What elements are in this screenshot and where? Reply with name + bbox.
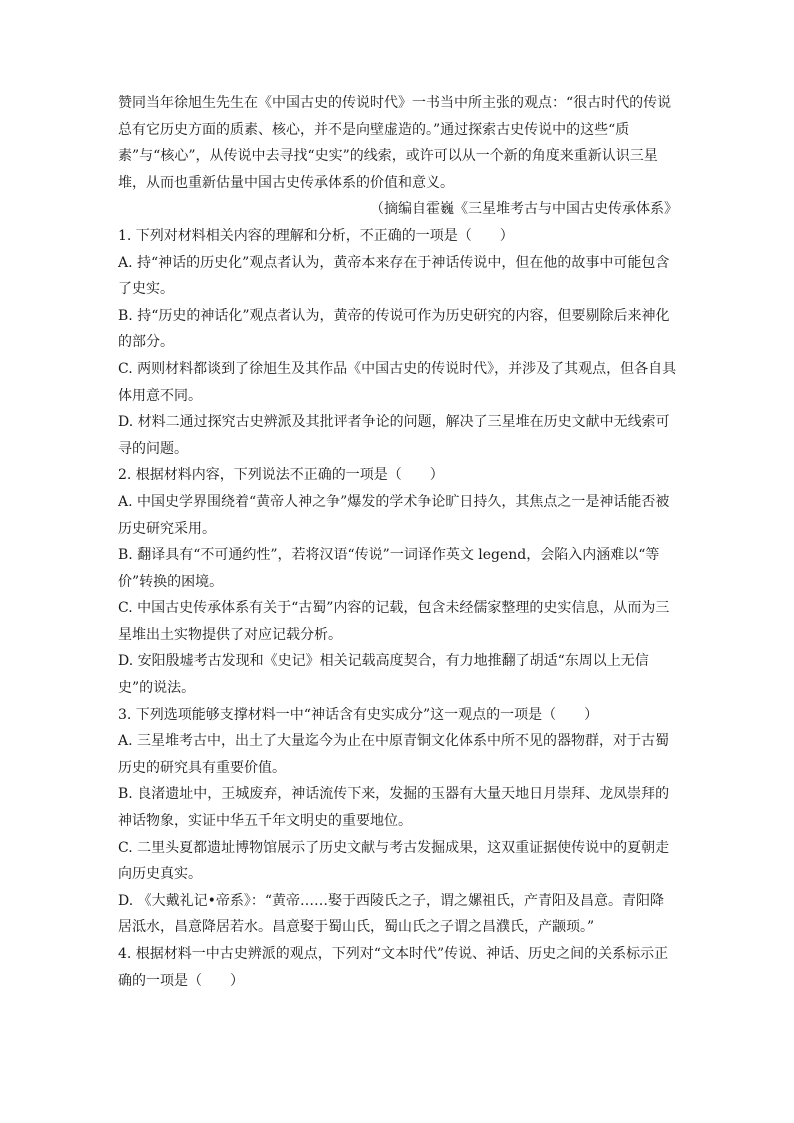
option-c: C. 二里头夏都遗址博物馆展示了历史文献与考古发掘成果，这双重证据使传说中的夏朝走向历史真实。 <box>118 839 670 883</box>
question-stem: 4. 根据材料一中古史辨派的观点，下列对“文本时代”传说、神话、历史之间的关系标示正确的一项是（ ） <box>118 946 669 989</box>
question-2 <box>118 462 678 701</box>
option-b: B. 持“历史的神话化”观点者认为，黄帝的传说可作为历史研究的内容，但要剔除后来神化的部分。 <box>118 307 670 351</box>
option-c: C. 中国古史传承体系有关于“古蜀”内容的记载，包含未经儒家整理的史实信息，从而为三星堆出土实物提供了对应记载分析。 <box>118 600 670 643</box>
option-d: D. 材料二通过探究古史辨派及其批评者争论的问题，解决了三星堆在历史文献中无线索可寻的问题。 <box>118 414 670 457</box>
option-d: D. 安阳殷墟考古发现和《史记》相关记载高度契合，有力地推翻了胡适“东周以上无信史”的说法。 <box>118 653 649 697</box>
question-stem: 3. 下列选项能够支撑材料一中“神话含有史实成分”这一观点的一项是（ ） <box>118 706 599 723</box>
option-a: A. 持“神话的历史化”观点者认为，黄帝本来存在于神话传说中，但在他的故事中可能包含了史实。 <box>118 254 670 298</box>
question-stem: 2. 根据材料内容，下列说法不正确的一项是（ ） <box>118 467 444 484</box>
question-3 <box>118 702 678 941</box>
question-stem: 1. 下列对材料相关内容的理解和分析，不正确的一项是（ ） <box>118 227 514 244</box>
option-c: C. 两则材料都谈到了徐旭生及其作品《中国古史的传说时代》，并涉及了其观点，但各自具体用意不同。 <box>118 360 677 404</box>
document-page <box>118 90 678 994</box>
question-4 <box>118 941 678 994</box>
option-a: A. 三星堆考古中，出土了大量迄今为止在中原青铜文化体系中所不见的器物群，对于古蜀历史的研究具有重要价值。 <box>118 733 670 776</box>
option-b: B. 良渚遗址中，王城废弃，神话流传下来，发掘的玉器有大量天地日月崇拜、龙凤崇拜的神话物象，实证中华五千年文明史的重要地位。 <box>118 786 670 830</box>
option-a: A. 中国史学界围绕着“黄帝人神之争”爆发的学术争论旷日持久，其焦点之一是神话能否被历史研究采用。 <box>118 493 670 537</box>
option-d: D. 《大戴礼记•帝系》：“黄帝……娶于西陵氏之子，谓之嫘祖氏，产青阳及昌意。青阳降居泜水，昌意降居若水。昌意娶于蜀山氏，蜀山氏之子谓之昌濮氏，产颛顼。” <box>118 892 665 936</box>
passage-paragraph: 赞同当年徐旭生先生在《中国古史的传说时代》一书当中所主张的观点：“很古时代的传说总有它历史方面的质素、核心，并不是向壁虚造的。”通过探索古史传说中的这些“质素”与“核心”，从传说中去寻找“史实”的线索，或许可以从一个新的角度来重新认识三星堆，从而也重新估量中国古史传承体系的价值和意义。 <box>118 95 672 191</box>
option-b: B. 翻译具有“不可通约性”，若将汉语“传说”一词译作英文 legend，会陷入内涵难以“等价”转换的困境。 <box>118 547 660 590</box>
question-1 <box>118 223 678 462</box>
passage-source: （摘编自霍巍《三星堆考古与中国古史传承体系》 <box>370 201 678 218</box>
